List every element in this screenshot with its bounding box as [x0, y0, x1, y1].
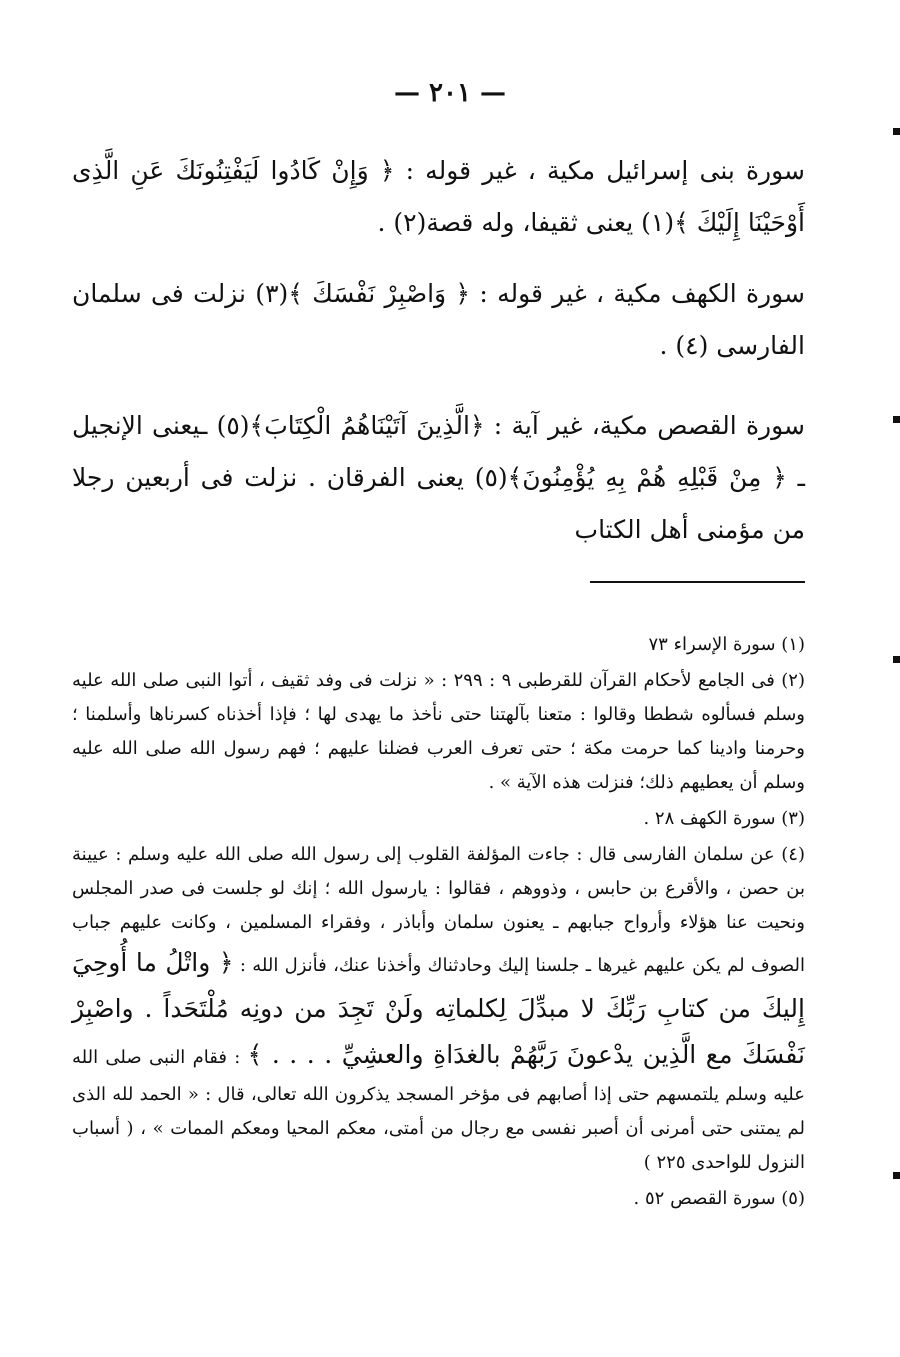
- footnotes: [72, 628, 805, 1218]
- main-paragraph-kahf: سورة الكهف مكية ، غير قوله : ﴿ وَاصْبِرْ نَفْسَكَ ﴾(٣) نزلت فى سلمان الفارسى (٤) .: [72, 279, 805, 360]
- footnote-4-text-before: (٤) عن سلمان الفارسى قال : جاءت المؤلفة القلوب إلى رسول الله صلى الله عليه وسلم : عيينة بن حصن ، والأقرع بن حابس ، وذووهم ، فقالوا : يارسول الله ؛ إنك لو جلست فى صدر المجلس ونحيت عنا هؤلاء وأرواح جبابهم ـ يعنون سلمان وأباذر ، وفقراء المسلمين ، وكانت عليهم جباب الصوف لم يكن عليهم غيرها ـ جلسنا إليك وحادثناك وأخذنا عنك، فأنزل الله :: [72, 844, 806, 976]
- margin-mark: [893, 128, 900, 135]
- footnote-4-text-after: : فقام النبى صلى الله عليه وسلم يلتمسهم حتى إذا أصابهم فى مؤخر المسجد يذكرون الله تعالى، قال : « الحمد لله الذى لم يمتنى حتى أمرنى أن أصبر نفسى مع رجال من أمتى، معكم المحيا ومعكم الممات » ، ( أسباب النزول للواحدى ٢٢٥ ): [72, 1047, 805, 1173]
- footnote-4-verse: ﴿ واتْلُ ما أُوحِيَ إِليكَ من كتابِ رَبِّكَ لا مبدِّلَ لِكلماتِه ولَنْ تَجِدَ من دونِه مُلْتَحَداً . واصْبِرْ نَفْسَكَ مع الَّذِين يدْعونَ رَبَّهُمْ بالغدَاةِ والعشِيِّ . . . . ﴾: [72, 948, 805, 1069]
- main-paragraph-qasas: سورة القصص مكية، غير آية : ﴿الَّذِينَ آتَيْنَاهُمُ الْكِتَابَ﴾(٥) ـيعنى الإنجيل ـ ﴿ مِنْ قَبْلِهِ هُمْ بِهِ يُؤْمِنُونَ﴾(٥) يعنى الفرقان . نزلت فى أربعين رجلا من مؤمنى أهل الكتاب: [72, 411, 806, 544]
- margin-mark: [893, 656, 900, 663]
- footnote-2: (٢) فى الجامع لأحكام القرآن للقرطبى ٩ : ٢٩٩ : « نزلت فى وفد ثقيف ، أتوا النبى صلى الله عليه وسلم فسألوه شططا وقالوا : متعنا بآلهتنا حتى نأخذ ما يهدى لها ؛ فإذا أخذناه كسرناها وأسلمنا ؛ وحرمنا وادينا كما حرمت مكة ؛ حتى تعرف العرب فضلنا عليهم ؛ فهم رسول الله صلى الله عليه وسلم أن يعطيهم ذلك؛ فنزلت هذه الآية » .: [72, 670, 805, 793]
- main-paragraph-isra: سورة بنى إسرائيل مكية ، غير قوله : ﴿ وَإِنْ كَادُوا لَيَفْتِنُونَكَ عَنِ الَّذِى أَوْحَيْنَا إِلَيْكَ ﴾(١) يعنى ثقيفا، وله قصة(٢) .: [72, 156, 805, 237]
- footnote-separator: [590, 581, 805, 583]
- page-number: — ٢٠١ —: [393, 78, 507, 108]
- margin-mark: [893, 1172, 900, 1179]
- footnote-4: [72, 838, 805, 1180]
- footnote-3: (٣) سورة الكهف ٢٨ .: [643, 808, 805, 829]
- footnote-1: (١) سورة الإسراء ٧٣: [648, 634, 805, 655]
- footnote-5: (٥) سورة القصص ٥٢ .: [633, 1188, 805, 1209]
- margin-mark: [893, 416, 900, 423]
